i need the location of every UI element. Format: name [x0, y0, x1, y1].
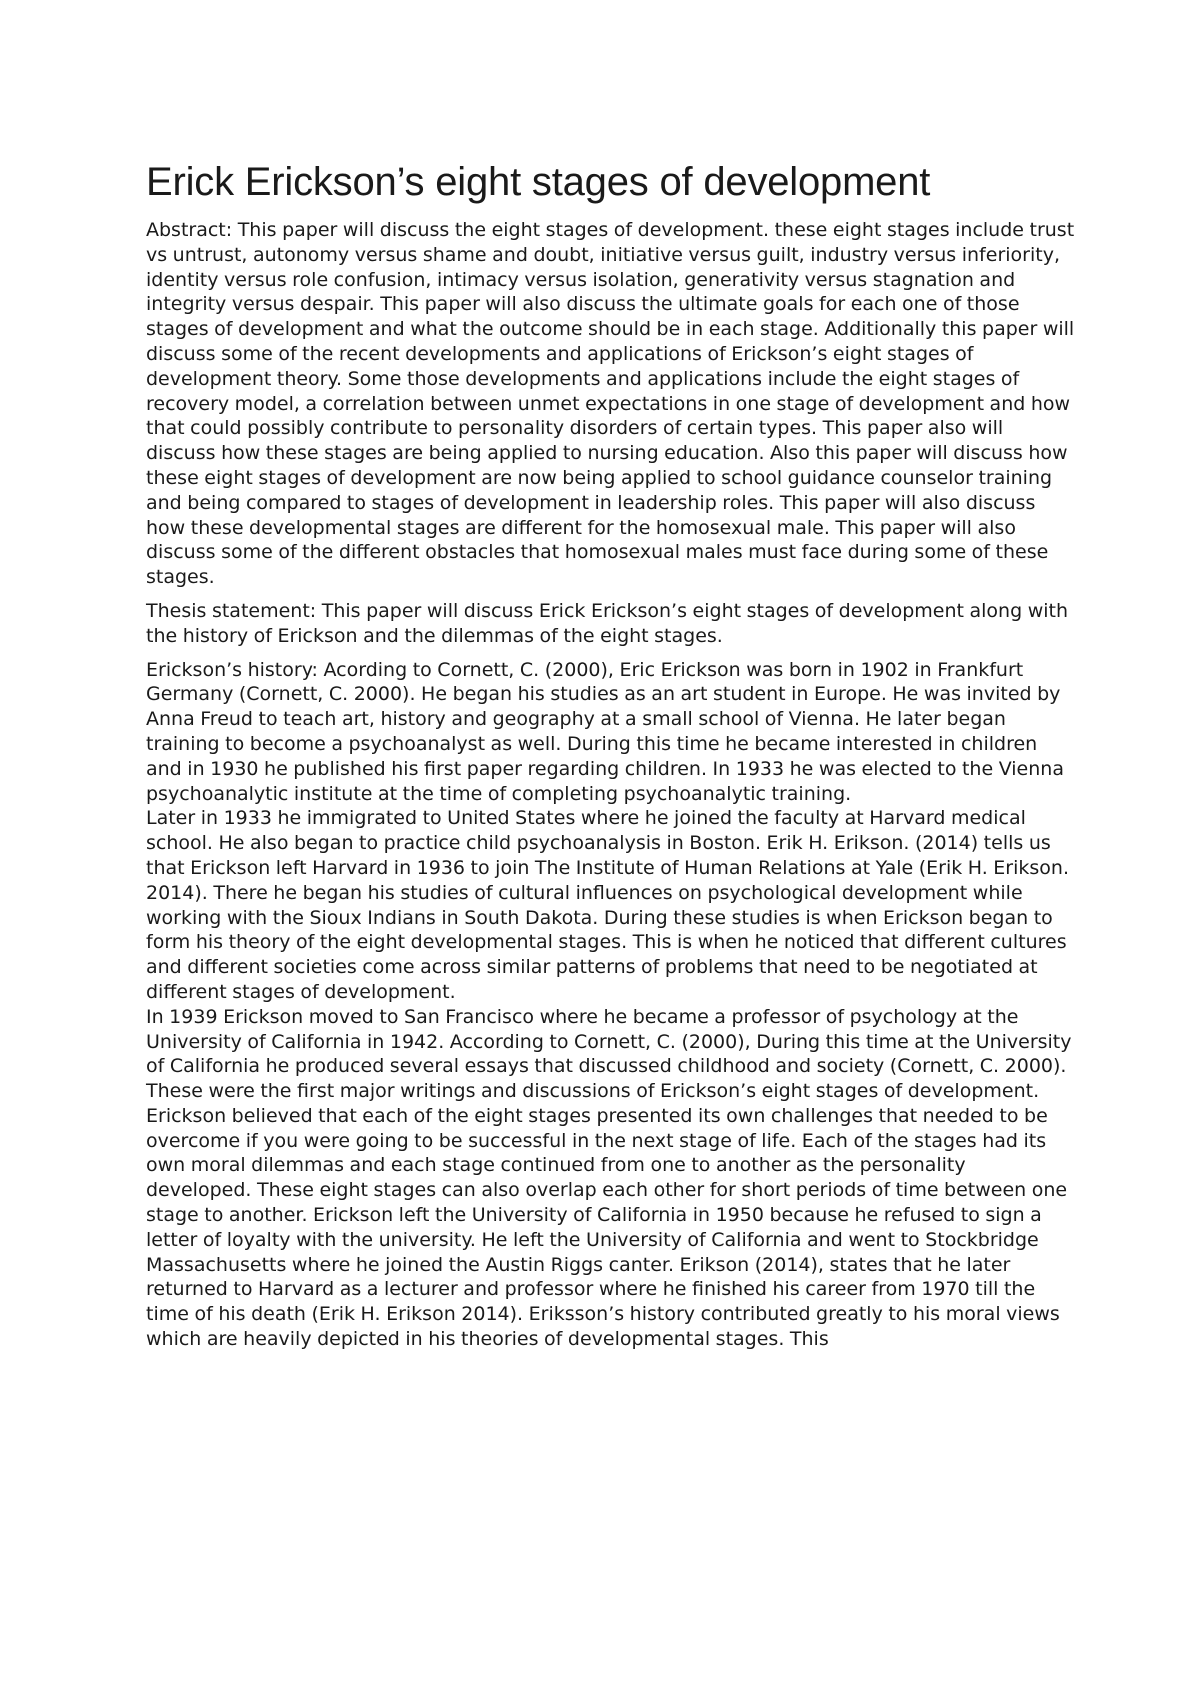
- document-title: Erick Erickson’s eight stages of development: [146, 160, 931, 204]
- history-paragraph-1: Erickson’s history: Acording to Cornett, C. (2000), Eric Erickson was born in 1902 in Frankfurt Germany (Cornett, C. 2000). He began his studies as an art student in Europe. He was invited by Anna Freud to teach art, history and geography at a small school of Vienna. He later began training to become a psychoanalyst as well. During this time he became interested in children and in 1930 he published his first paper regarding children. In 1933 he was elected to the Vienna psychoanalytic institute at the time of completing psychoanalytic training.: [146, 658, 1064, 805]
- history-paragraph-3: In 1939 Erickson moved to San Francisco where he became a professor of psychology at the University of California in 1942. According to Cornett, C. (2000), During this time at the University of California he produced several essays that discussed childhood and society (Cornett, C. 2000). These were the first major writings and discussions of Erickson’s eight stages of development. Erickson believed that each of the eight stages presented its own challenges that needed to be overcome if you were going to be successful in the next stage of life. Each of the stages had its own moral dilemmas and each stage continued from one to another as the personality developed. These eight stages can also overlap each other for short periods of time between one stage to another. Erickson left the University of California in 1950 because he refused to sign a letter of loyalty with the university. He left the University of California and went to Stockbridge Massachusetts where he joined the Austin Riggs canter. Erikson (2014), states that he later returned to Harvard as a lecturer and professor where he finished his career from 1970 till the time of his death (Erik H. Erikson 2014). Eriksson’s history contributed greatly to his moral views which are heavily depicted in his theories of developmental stages. This: [146, 1005, 1072, 1351]
- abstract-paragraph: Abstract: This paper will discuss the eight stages of development. these eight stages include trust vs untrust, autonomy versus shame and doubt, initiative versus guilt, industry versus inferiority, identity versus role confusion, intimacy versus isolation, generativity versus stagnation and integrity versus despair. This paper will also discuss the ultimate goals for each one of those stages of development and what the outcome should be in each stage. Additionally this paper will discuss some of the recent developments and applications of Erickson’s eight stages of development theory. Some those developments and applications include the eight stages of recovery model, a correlation between unmet expectations in one stage of development and how that could possibly contribute to personality disorders of certain types. This paper also will discuss how these stages are being applied to nursing education. Also this paper will discuss how these eight stages of development are now being applied to school guidance counselor training and being compared to stages of development in leadership roles. This paper will also discuss how these developmental stages are different for the homosexual male. This paper will also discuss some of the different obstacles that homosexual males must face during some of these stages.: [146, 219, 1075, 589]
- history-paragraph-2: Later in 1933 he immigrated to United States where he joined the faculty at Harvard medical school. He also began to practice child psychoanalysis in Boston. Erik H. Erikson. (2014) tells us that Erickson left Harvard in 1936 to join The Institute of Human Relations at Yale (Erik H. Erikson. 2014). There he began his studies of cultural influences on psychological development while working with the Sioux Indians in South Dakota. During these studies is when Erickson began to form his theory of the eight developmental stages. This is when he noticed that different cultures and different societies come across similar patterns of problems that need to be negotiated at different stages of development.: [146, 807, 1070, 1003]
- thesis-paragraph: Thesis statement: This paper will discuss Erick Erickson’s eight stages of development along with the history of Erickson and the dilemmas of the eight stages.: [146, 599, 1069, 647]
- document-page: [146, 158, 1076, 1352]
